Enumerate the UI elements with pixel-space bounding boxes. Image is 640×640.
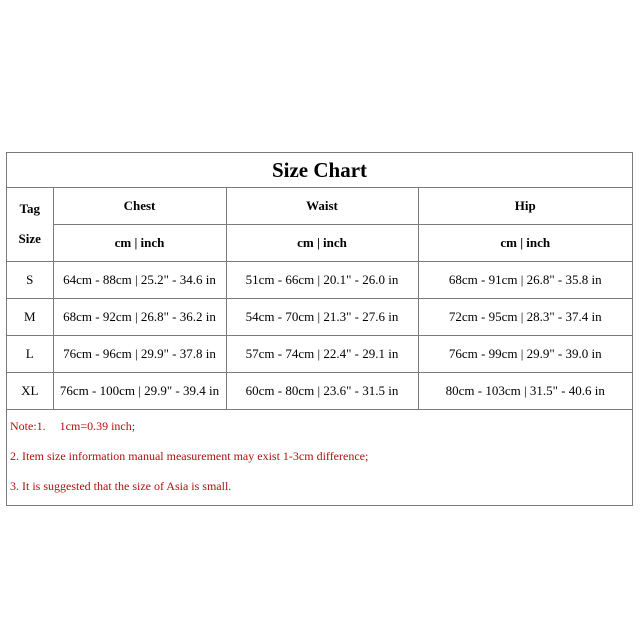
waist-cell: 54cm - 70cm | 21.3" - 27.6 in — [226, 298, 418, 335]
size-chart — [6, 152, 633, 506]
waist-header: Waist — [226, 188, 418, 224]
size-cell: XL — [7, 372, 53, 409]
hip-header: Hip — [418, 188, 632, 224]
note-1-prefix: Note:1. — [10, 419, 46, 433]
hip-cell: 72cm - 95cm | 28.3" - 37.4 in — [418, 298, 632, 335]
note-1-text: 1cm=0.39 inch; — [59, 419, 136, 433]
waist-cell: 57cm - 74cm | 22.4" - 29.1 in — [226, 335, 418, 372]
hip-cell: 80cm - 103cm | 31.5" - 40.6 in — [418, 372, 632, 409]
chest-cell: 64cm - 88cm | 25.2" - 34.6 in — [53, 261, 226, 298]
waist-cell: 60cm - 80cm | 23.6" - 31.5 in — [226, 372, 418, 409]
notes-section — [7, 409, 632, 505]
size-label: Size — [18, 231, 41, 247]
waist-units: cm | inch — [226, 224, 418, 261]
chest-header: Chest — [53, 188, 226, 224]
hip-units: cm | inch — [418, 224, 632, 261]
note-2: 2. Item size information manual measurement may exist 1-3cm difference; — [10, 449, 369, 463]
table-row — [7, 372, 632, 409]
table-row — [7, 335, 632, 372]
note-3: 3. It is suggested that the size of Asia is small. — [10, 479, 232, 493]
chest-cell: 76cm - 96cm | 29.9" - 37.8 in — [53, 335, 226, 372]
table-row — [7, 261, 632, 298]
header-row — [7, 188, 632, 224]
table-row — [7, 298, 632, 335]
tag-size-header — [7, 188, 53, 261]
hip-cell: 68cm - 91cm | 26.8" - 35.8 in — [418, 261, 632, 298]
chest-units: cm | inch — [53, 224, 226, 261]
waist-cell: 51cm - 66cm | 20.1" - 26.0 in — [226, 261, 418, 298]
note-1 — [10, 419, 135, 434]
size-cell: L — [7, 335, 53, 372]
size-cell: M — [7, 298, 53, 335]
units-row — [7, 224, 632, 261]
tag-label: Tag — [19, 201, 40, 217]
chest-cell: 76cm - 100cm | 29.9" - 39.4 in — [53, 372, 226, 409]
chest-cell: 68cm - 92cm | 26.8" - 36.2 in — [53, 298, 226, 335]
chart-title: Size Chart — [7, 153, 632, 188]
size-cell: S — [7, 261, 53, 298]
size-table — [7, 188, 632, 410]
hip-cell: 76cm - 99cm | 29.9" - 39.0 in — [418, 335, 632, 372]
